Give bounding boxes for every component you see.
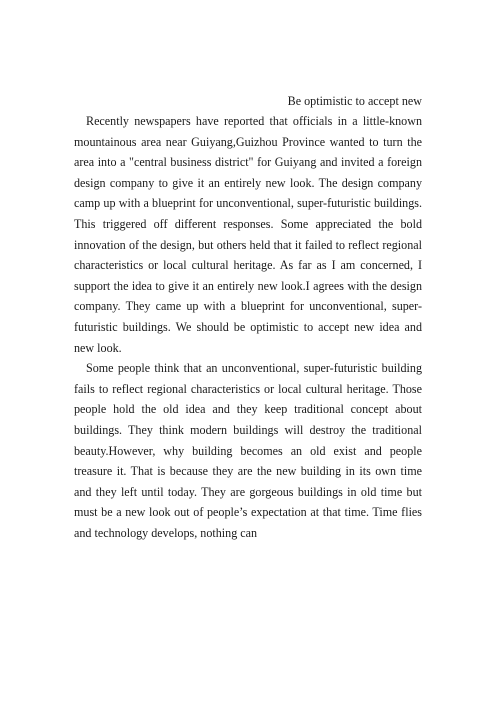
paragraph-1: Recently newspapers have reported that officials in a little-known mountainous area near Guiyang,Guizhou Province wanted to turn the area into a "central business district" for Guiyang and invited a foreign design company to give it an entirely new look. The design company camp up with a blueprint for unconventional, super-futuristic buildings. This triggered off different responses. Some appreciated the bold innovation of the design, but others held that it failed to reflect regional characteristics or local cultural heritage. As far as I am concerned, I support the idea to give it an entirely new look.I agrees with the design company. They came up with a blueprint for unconventional, super-futuristic buildings. We should be optimistic to accept new idea and new look. bbox=[74, 114, 422, 355]
paragraph-2: Some people think that an unconventional, super-futuristic building fails to reflect regional characteristics or local cultural heritage. Those people hold the old idea and they keep traditional concept about buildings. They think modern buildings will destroy the traditional beauty.However, why building becomes an old exist and people treasure it. That is because they are the new building in its own time and they left until today. They are gorgeous buildings in old time but must be a new look out of people’s expectation at that time. Time flies and technology develops, nothing can bbox=[74, 361, 422, 540]
document-title: Be optimistic to accept new bbox=[287, 94, 422, 108]
document-body bbox=[74, 91, 422, 543]
